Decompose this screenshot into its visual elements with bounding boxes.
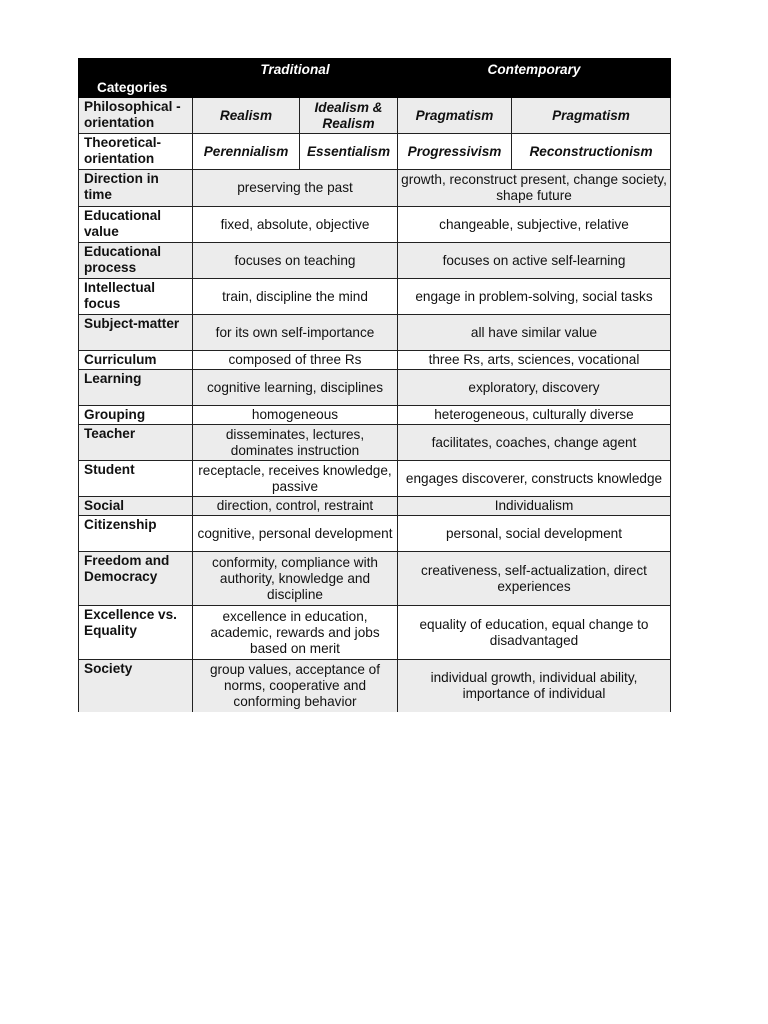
contemporary-cell: focuses on active self-learning bbox=[398, 243, 671, 279]
philosophy-cell: Perennialism bbox=[193, 134, 300, 170]
traditional-cell: conformity, compliance with authority, knowledge and discipline bbox=[193, 552, 398, 606]
table-row bbox=[79, 98, 671, 134]
philosophy-cell: Pragmatism bbox=[398, 98, 512, 134]
table-row bbox=[79, 351, 671, 370]
traditional-cell: fixed, absolute, objective bbox=[193, 207, 398, 243]
traditional-cell: homogeneous bbox=[193, 406, 398, 425]
traditional-cell bbox=[193, 660, 398, 713]
contemporary-cell: creativeness, self-actualization, direct experiences bbox=[398, 552, 671, 606]
contemporary-cell: exploratory, discovery bbox=[398, 370, 671, 406]
contemporary-cell: three Rs, arts, sciences, vocational bbox=[398, 351, 671, 370]
philosophy-cell: Reconstructionism bbox=[512, 134, 671, 170]
contemporary-cell: changeable, subjective, relative bbox=[398, 207, 671, 243]
traditional-cell: focuses on teaching bbox=[193, 243, 398, 279]
table-row bbox=[79, 243, 671, 279]
contemporary-cell: heterogeneous, culturally diverse bbox=[398, 406, 671, 425]
traditional-cell: receptacle, receives knowledge, passive bbox=[193, 461, 398, 497]
contemporary-cell: Individualism bbox=[398, 497, 671, 516]
category-cell: Educational process bbox=[79, 243, 193, 279]
table-row bbox=[79, 315, 671, 351]
philosophy-cell: Realism bbox=[193, 98, 300, 134]
table-row bbox=[79, 279, 671, 315]
category-cell: Subject-matter bbox=[79, 315, 193, 351]
table-row bbox=[79, 606, 671, 660]
comparison-table bbox=[78, 58, 671, 712]
table-row bbox=[79, 134, 671, 170]
table-header bbox=[79, 59, 671, 98]
category-cell: Learning bbox=[79, 370, 193, 406]
category-cell: Theoretical-orientation bbox=[79, 134, 193, 170]
category-cell: Intellectual focus bbox=[79, 279, 193, 315]
category-cell: Student bbox=[79, 461, 193, 497]
table-body bbox=[79, 98, 671, 713]
table-row bbox=[79, 497, 671, 516]
category-cell: Citizenship bbox=[79, 516, 193, 552]
table-row bbox=[79, 170, 671, 207]
category-cell: Social bbox=[79, 497, 193, 516]
traditional-cell-text: group values, acceptance of norms, cooperative and conforming behavior bbox=[209, 662, 381, 709]
category-cell: Excellence vs. Equality bbox=[79, 606, 193, 660]
table-row bbox=[79, 370, 671, 406]
contemporary-cell: personal, social development bbox=[398, 516, 671, 552]
traditional-cell: excellence in education, academic, rewards and jobs based on merit bbox=[193, 606, 398, 660]
traditional-cell: direction, control, restraint bbox=[193, 497, 398, 516]
header-contemporary: Contemporary bbox=[398, 59, 671, 98]
contemporary-cell: engage in problem-solving, social tasks bbox=[398, 279, 671, 315]
contemporary-cell: individual growth, individual ability, importance of individual bbox=[398, 660, 671, 713]
table-row bbox=[79, 207, 671, 243]
category-cell: Direction in time bbox=[79, 170, 193, 207]
table-row bbox=[79, 552, 671, 606]
category-cell: Teacher bbox=[79, 425, 193, 461]
category-cell: Freedom and Democracy bbox=[79, 552, 193, 606]
traditional-cell: composed of three Rs bbox=[193, 351, 398, 370]
category-cell: Curriculum bbox=[79, 351, 193, 370]
contemporary-cell: growth, reconstruct present, change society, shape future bbox=[398, 170, 671, 207]
traditional-cell: cognitive learning, disciplines bbox=[193, 370, 398, 406]
category-cell: Educational value bbox=[79, 207, 193, 243]
traditional-cell: preserving the past bbox=[193, 170, 398, 207]
traditional-cell: disseminates, lectures, dominates instruction bbox=[193, 425, 398, 461]
traditional-cell: for its own self-importance bbox=[193, 315, 398, 351]
philosophy-cell: Essentialism bbox=[300, 134, 398, 170]
philosophy-cell: Progressivism bbox=[398, 134, 512, 170]
category-cell: Society bbox=[79, 660, 193, 713]
traditional-cell: train, discipline the mind bbox=[193, 279, 398, 315]
contemporary-cell: facilitates, coaches, change agent bbox=[398, 425, 671, 461]
traditional-cell: cognitive, personal development bbox=[193, 516, 398, 552]
category-cell: Grouping bbox=[79, 406, 193, 425]
table-row bbox=[79, 425, 671, 461]
contemporary-cell: equality of education, equal change to disadvantaged bbox=[398, 606, 671, 660]
philosophy-cell: Idealism & Realism bbox=[300, 98, 398, 134]
table-row bbox=[79, 516, 671, 552]
philosophy-cell: Pragmatism bbox=[512, 98, 671, 134]
contemporary-cell: all have similar value bbox=[398, 315, 671, 351]
table-row bbox=[79, 406, 671, 425]
header-categories: Categories bbox=[79, 59, 193, 98]
contemporary-cell: engages discoverer, constructs knowledge bbox=[398, 461, 671, 497]
category-cell: Philosophical - orientation bbox=[79, 98, 193, 134]
header-traditional: Traditional bbox=[193, 59, 398, 98]
table-row bbox=[79, 461, 671, 497]
table-row bbox=[79, 660, 671, 713]
